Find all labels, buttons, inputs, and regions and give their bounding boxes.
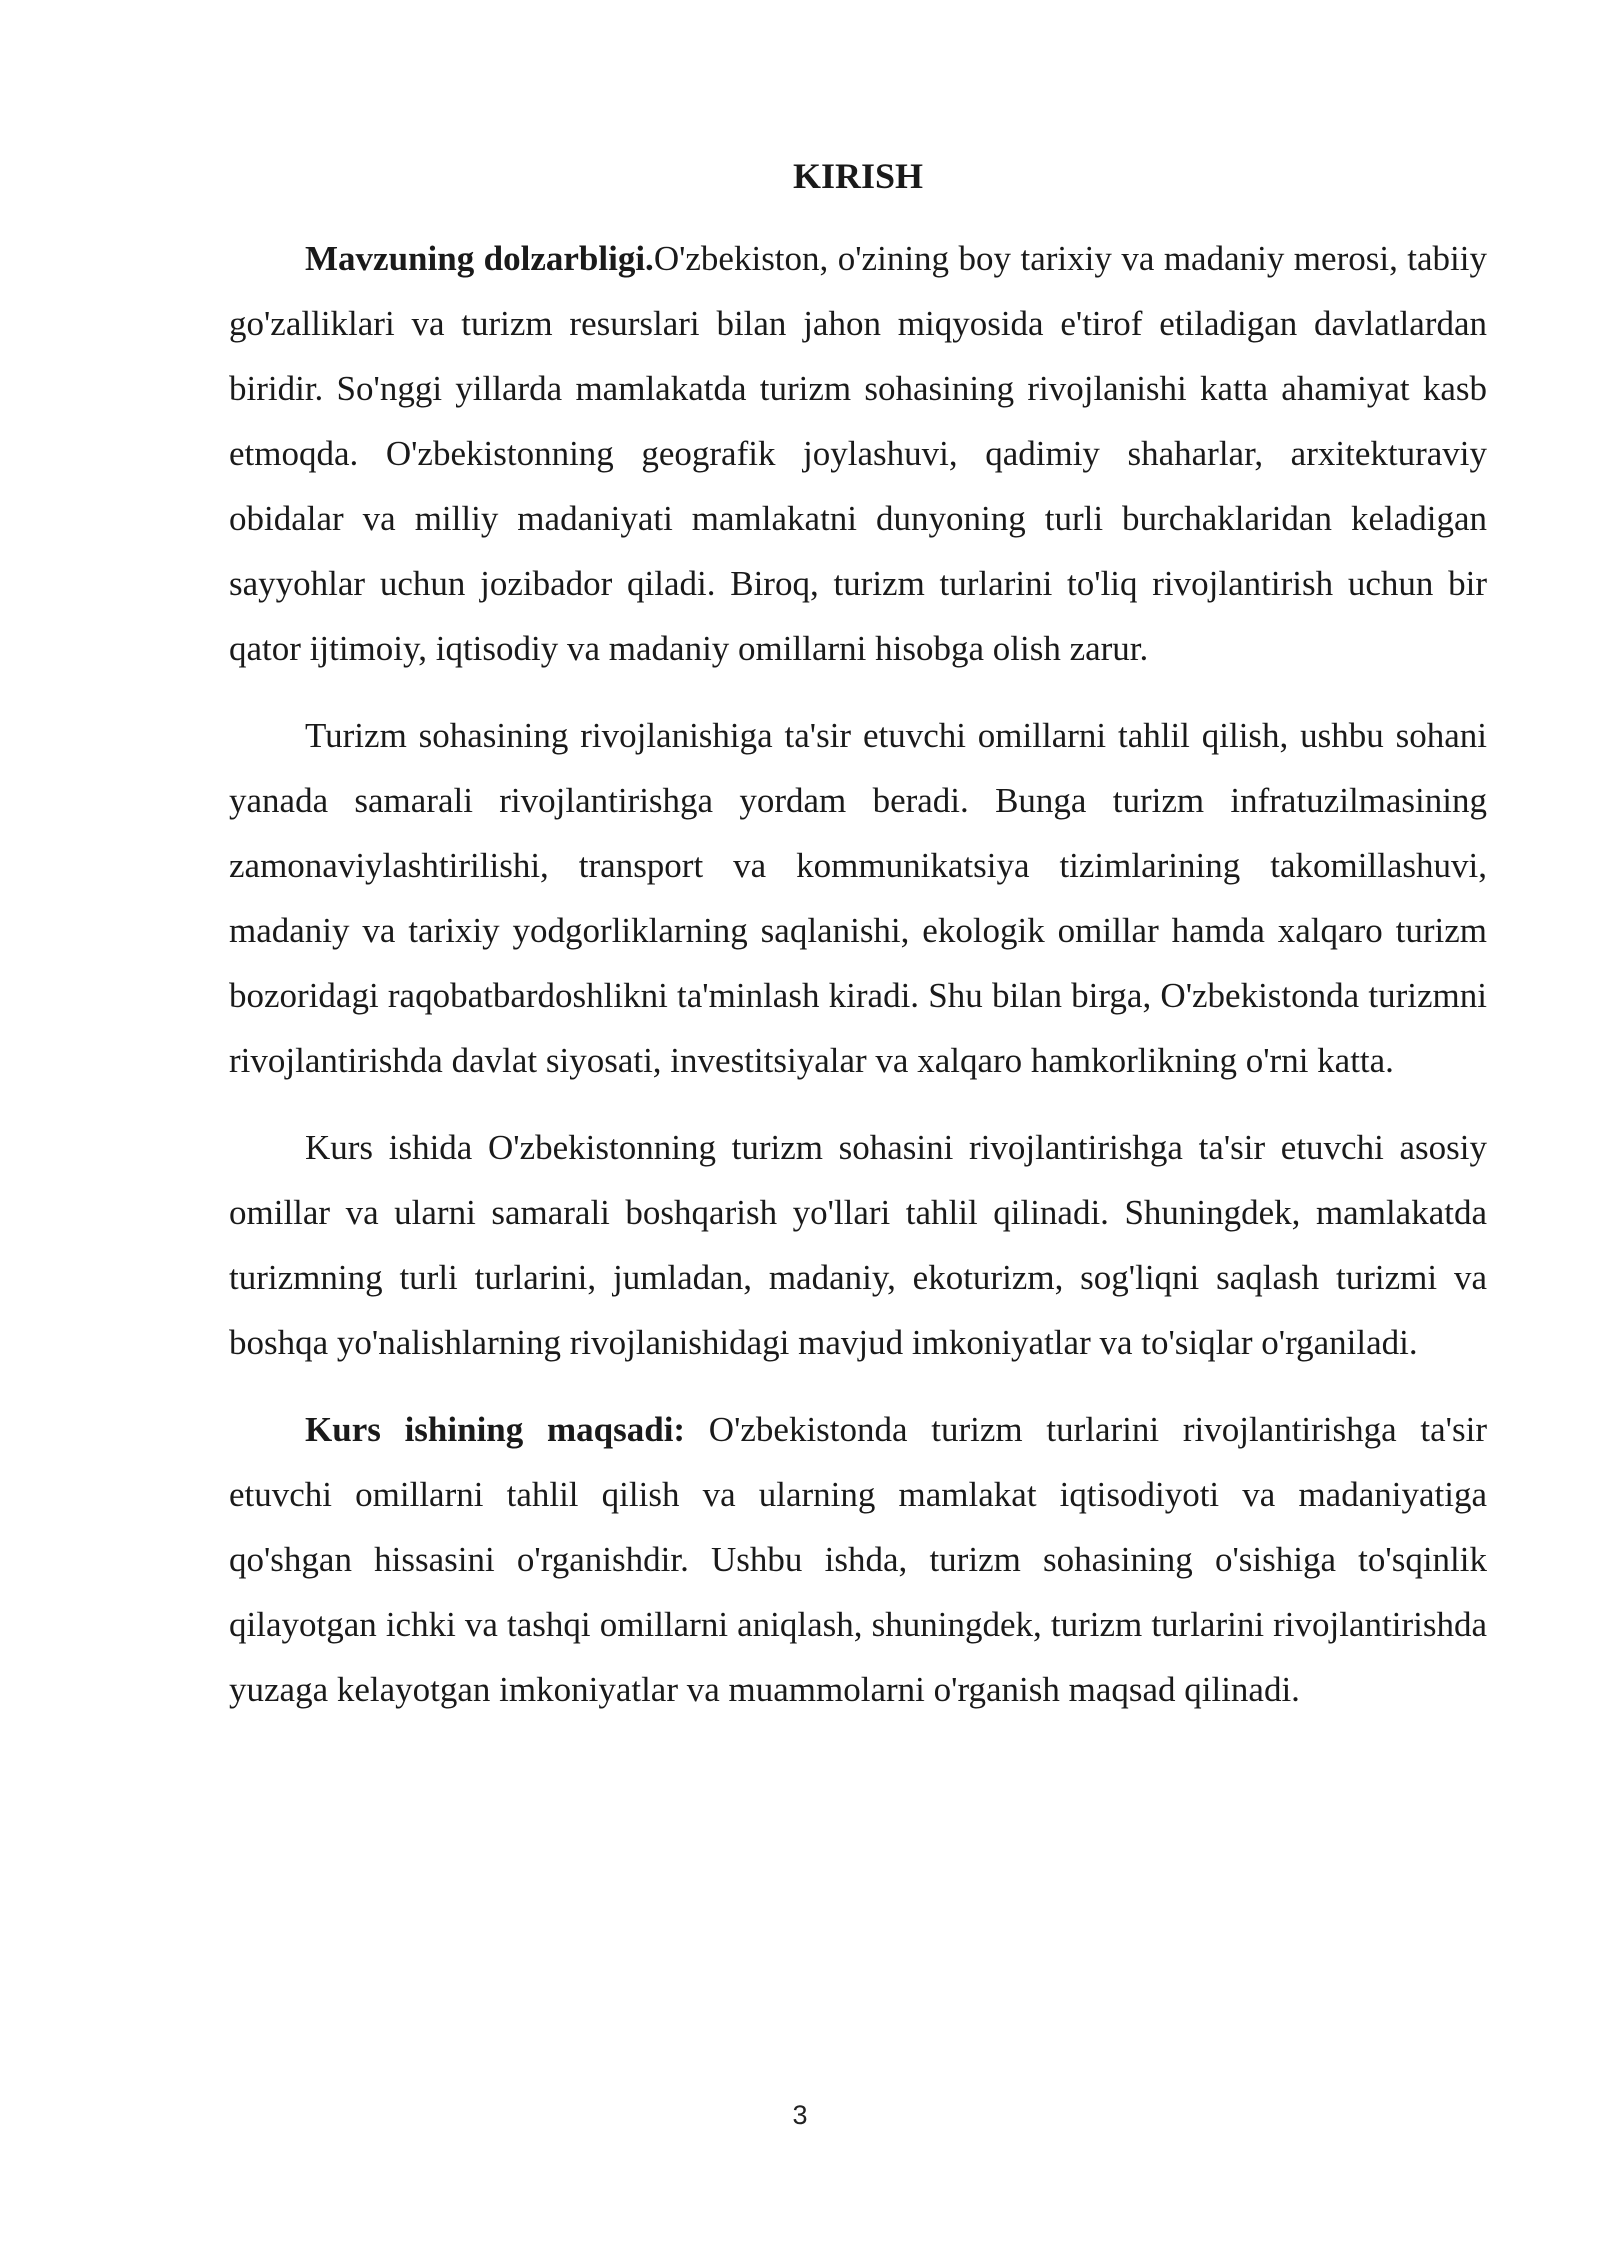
- paragraph-lead: Mavzuning dolzarbligi.: [305, 239, 654, 278]
- paragraph-text: O'zbekistonda turizm turlarini rivojlantirishga ta'sir etuvchi omillarni tahlil qilish va ularning mamlakat iqtisodiyoti va madaniyatiga qo'shgan hissasini o'rganishdir. Ushbu ishda, turizm sohasining o'sishiga to'sqinlik qilayotgan ichki va tashqi omillarni aniqlash, shuningdek, turizm turlarini rivojlantirishda yuzaga kelayotgan imkoniyatlar va muammolarni o'rganish maqsad qilinadi.: [229, 1410, 1487, 1709]
- section-title: KIRISH: [792, 156, 924, 196]
- paragraph-goal: [229, 1397, 1487, 1722]
- paragraph-text: O'zbekiston, o'zining boy tarixiy va madaniy merosi, tabiiy go'zalliklari va turizm resurslari bilan jahon miqyosida e'tirof etiladigan davlatlardan biridir. So'nggi yillarda mamlakatda turizm sohasining rivojlanishi katta ahamiyat kasb etmoqda. O'zbekistonning geografik joylashuvi, qadimiy shaharlar, arxitekturaviy obidalar va milliy madaniyati mamlakatni dunyoning turli burchaklaridan keladigan sayyohlar uchun jozibador qiladi. Biroq, turizm turlarini to'liq rivojlantirish uchun bir qator ijtimoiy, iqtisodiy va madaniy omillarni hisobga olish zarur.: [229, 239, 1487, 668]
- page-number: 3: [792, 2100, 808, 2130]
- paragraph-text: Turizm sohasining rivojlanishiga ta'sir etuvchi omillarni tahlil qilish, ushbu sohani yanada samarali rivojlantirishga yordam beradi. Bunga turizm infratuzilmasining zamonaviylashtirilishi, transport va kommunikatsiya tizimlarining takomillashuvi, madaniy va tarixiy yodgorliklarning saqlanishi, ekologik omillar hamda xalqaro turizm bozoridagi raqobatbardoshlikni ta'minlash kiradi. Shu bilan birga, O'zbekistonda turizmni rivojlantirishda davlat siyosati, investitsiyalar va xalqaro hamkorlikning o'rni katta.: [229, 716, 1487, 1080]
- paragraph-relevance: [229, 226, 1487, 681]
- paragraph-text: Kurs ishida O'zbekistonning turizm sohasini rivojlantirishga ta'sir etuvchi asosiy omillar va ularni samarali boshqarish yo'llari tahlil qilinadi. Shuningdek, mamlakatda turizmning turli turlarini, jumladan, madaniy, ekoturizm, sog'liqni saqlash turizmi va boshqa yo'nalishlarning rivojlanishidagi mavjud imkoniyatlar va to'siqlar o'rganiladi.: [229, 1128, 1487, 1362]
- paragraph-course-work: [229, 1115, 1487, 1375]
- paragraph-factors: [229, 703, 1487, 1093]
- document-page: [229, 150, 1487, 1744]
- paragraph-lead: Kurs ishining maqsadi:: [305, 1410, 686, 1449]
